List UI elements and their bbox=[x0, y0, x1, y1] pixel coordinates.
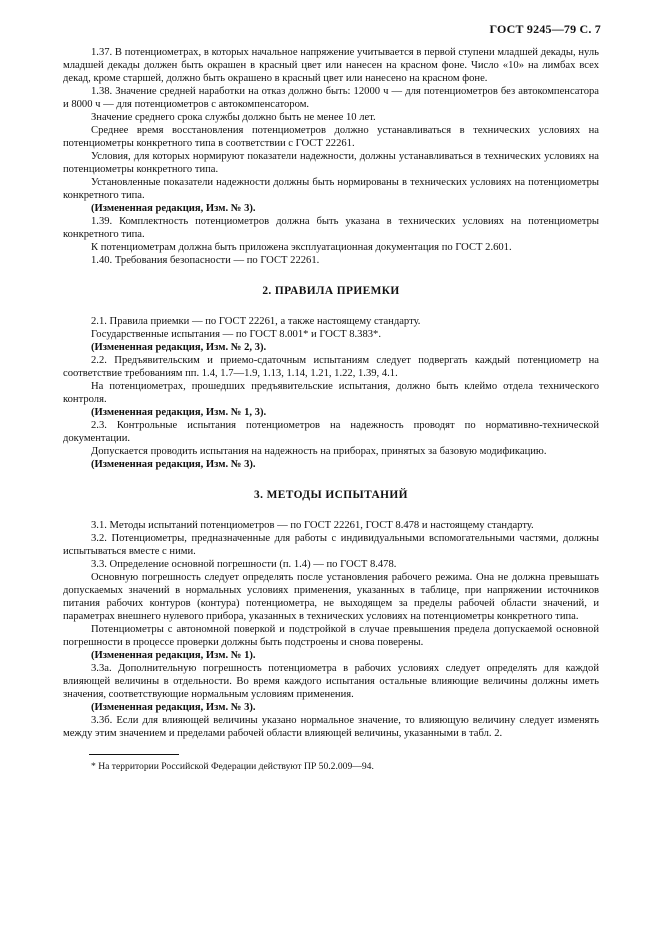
footnote: * На территории Российской Федерации действуют ПР 50.2.009—94. bbox=[91, 761, 374, 772]
document-body bbox=[63, 46, 599, 773]
paragraph: 3.3. Определение основной погрешности (п. 1.4) — по ГОСТ 8.478. bbox=[91, 559, 397, 570]
revision-note: (Измененная редакция, Изм. № 1). bbox=[91, 650, 256, 661]
paragraph: 2.3. Контрольные испытания потенциометров на надежность проводят по нормативно-технической документации. bbox=[63, 420, 599, 444]
paragraph: Установленные показатели надежности должны быть нормированы в технических условиях на потенциометры конкретного типа. bbox=[63, 177, 599, 201]
revision-note: (Измененная редакция, Изм. № 2, 3). bbox=[91, 342, 267, 353]
paragraph: 2.1. Правила приемки — по ГОСТ 22261, а также настоящему стандарту. bbox=[91, 316, 421, 327]
paragraph: Допускается проводить испытания на надежность на приборах, принятых за базовую модификацию. bbox=[91, 446, 547, 457]
paragraph: Условия, для которых нормируют показатели надежности, должны устанавливаться в технических условиях на потенциометры конкретного типа. bbox=[63, 151, 599, 175]
paragraph: 2.2. Предъявительским и приемо-сдаточным испытаниям следует подвергать каждый потенциометр на соответствие требованиям пп. 1.4, 1.7—1.9, 1.13, 1.14, 1.21, 1.22, 1.39, 4.1. bbox=[63, 355, 599, 379]
paragraph: Потенциометры с автономной поверкой и подстройкой в случае превышения предела допускаемой основной погрешности в процессе проверки должны быть подстроены и снова поверены. bbox=[63, 624, 599, 648]
paragraph: 1.39. Комплектность потенциометров должна быть указана в технических условиях на потенциометры конкретного типа. bbox=[63, 216, 599, 240]
paragraph: 3.3б. Если для влияющей величины указано нормальное значение, то влияющую величину следует изменять между этим значением и пределами рабочей области влияющей величины, указанными в табл. 2. bbox=[63, 715, 599, 739]
paragraph: 3.3а. Дополнительную погрешность потенциометра в рабочих условиях следует определять для каждой влияющей величины в отдельности. Во время каждого испытания остальные влияющие величины должны иметь значения, соответствующие нормальным условиям применения. bbox=[63, 663, 599, 700]
paragraph: На потенциометрах, прошедших предъявительские испытания, должно быть клеймо отдела технического контроля. bbox=[63, 381, 599, 405]
paragraph: 1.37. В потенциометрах, в которых начальное напряжение учитывается в первой ступени младшей декады, нуль младшей декады должен быть окрашен в красный цвет или нанесен на красном фоне. Число «10» на лимбах всех декад, кроме старшей, должно быть окрашено в красный цвет или нанесено на красном фоне. bbox=[63, 47, 599, 84]
paragraph: К потенциометрам должна быть приложена эксплуатационная документация по ГОСТ 2.601. bbox=[91, 242, 512, 253]
revision-note: (Измененная редакция, Изм. № 1, 3). bbox=[91, 407, 267, 418]
revision-note: (Измененная редакция, Изм. № 3). bbox=[91, 459, 256, 470]
paragraph: Значение среднего срока службы должно быть не менее 10 лет. bbox=[91, 112, 376, 123]
footnote-divider bbox=[89, 754, 179, 755]
section-heading: 3. МЕТОДЫ ИСПЫТАНИЙ bbox=[254, 489, 408, 501]
revision-note: (Измененная редакция, Изм. № 3). bbox=[91, 702, 256, 713]
revision-note: (Измененная редакция, Изм. № 3). bbox=[91, 203, 256, 214]
page-header: ГОСТ 9245—79 С. 7 bbox=[489, 22, 601, 36]
paragraph: Государственные испытания — по ГОСТ 8.001* и ГОСТ 8.383*. bbox=[91, 329, 381, 340]
paragraph: Среднее время восстановления потенциометров должно устанавливаться в технических условиях на потенциометры конкретного типа в соответствии с ГОСТ 22261. bbox=[63, 125, 599, 149]
paragraph: 3.1. Методы испытаний потенциометров — по ГОСТ 22261, ГОСТ 8.478 и настоящему стандарту. bbox=[91, 520, 534, 531]
paragraph: 1.40. Требования безопасности — по ГОСТ 22261. bbox=[91, 255, 320, 266]
paragraph: Основную погрешность следует определять после установления рабочего режима. Она не должна превышать допускаемых значений в нормальных условиях применения, указанных в таблице, при напряжении источников питания рабочих контуров (контура) потенциометра, не выходящем за пределы рабочей области значений, и параметрах внешнего нулевого прибора, указанных в технических условиях на потенциометры конкретного типа. bbox=[63, 572, 599, 622]
paragraph: 3.2. Потенциометры, предназначенные для работы с индивидуальными вспомогательными частями, должны испытываться вместе с ними. bbox=[63, 533, 599, 557]
section-heading: 2. ПРАВИЛА ПРИЕМКИ bbox=[262, 285, 400, 297]
paragraph: 1.38. Значение средней наработки на отказ должно быть: 12000 ч — для потенциометров без автокомпенсатора и 8000 ч — для потенциометров с автокомпенсатором. bbox=[63, 86, 599, 110]
